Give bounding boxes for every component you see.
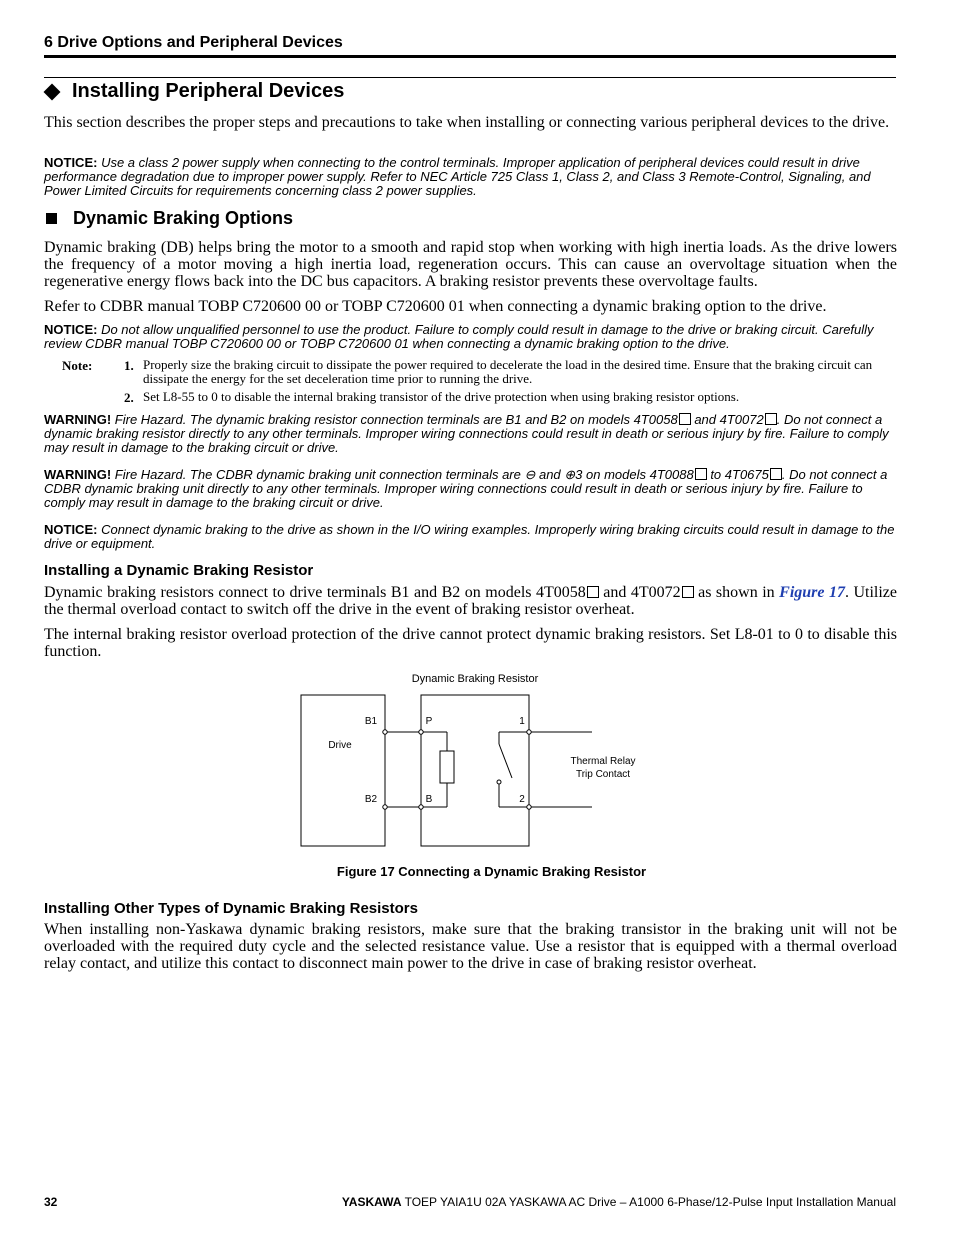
- warning-fire-resistor: [44, 413, 897, 455]
- header-rule: [44, 55, 896, 58]
- terminal-b1: [383, 730, 387, 734]
- thermal-contact-switch: [499, 744, 512, 778]
- notice-label: NOTICE:: [44, 522, 98, 537]
- model-suffix-box-icon: [682, 586, 694, 598]
- terminal-1-label: 1: [519, 716, 525, 727]
- footer-doc-title: [342, 1195, 896, 1209]
- terminal-b1-label: B1: [364, 716, 378, 727]
- drive-label: Drive: [328, 740, 352, 751]
- notice-text: Connect dynamic braking to the drive as shown in the I/O wiring examples. Improperly wiring braking circuits could result in damage to the drive or equipment.: [44, 522, 895, 551]
- model-suffix-box-icon: [679, 413, 691, 425]
- other-types-heading: Installing Other Types of Dynamic Braking Resistors: [44, 900, 418, 917]
- figure-17-link[interactable]: Figure 17: [779, 584, 845, 601]
- note-number: 2.: [124, 390, 134, 405]
- terminal-b: [419, 805, 423, 809]
- resistor-para-2: The internal braking resistor overload protection of the drive cannot protect dynamic braking resistors. Set L8-01 to 0 to disable this function.: [44, 626, 897, 660]
- model-suffix-box-icon: [765, 413, 777, 425]
- notice-text: Do not allow unqualified personnel to use the product. Failure to comply could result in damage to the drive or braking circuit. Carefully review CDBR manual TOBP C720600 00 or TOBP C720600 01 when connecting a dynamic braking option to the drive.: [44, 322, 874, 351]
- section-title: Installing Peripheral Devices: [72, 80, 345, 102]
- other-types-para: When installing non-Yaskawa dynamic braking resistors, make sure that the braking transistor in the braking unit will not be overloaded with the required duty cycle and the selected resistance value. Use a resistor that is equipped with a thermal overload relay contact, and utilize this contact to disconnect main power to the drive in case of braking resistor overheat.: [44, 921, 897, 972]
- thermal-relay-label: Thermal Relay: [570, 756, 636, 767]
- page-number: 32: [44, 1195, 58, 1209]
- model-suffix-box-icon: [770, 468, 782, 480]
- terminal-b2: [383, 805, 387, 809]
- trip-contact-label: Trip Contact: [575, 769, 631, 780]
- resistor-text: Dynamic braking resistors connect to drive terminals B1 and B2 on models 4T0058: [44, 584, 586, 601]
- notice-personnel: [44, 323, 897, 351]
- terminal-p-label: P: [425, 716, 433, 727]
- notice-label: NOTICE:: [44, 322, 98, 337]
- terminal-p: [419, 730, 423, 734]
- warning-fire-cdbr: [44, 468, 897, 510]
- resistor-element: [440, 751, 454, 783]
- model-suffix-box-icon: [695, 468, 707, 480]
- diagram-title-label: Dynamic Braking Resistor: [411, 673, 539, 685]
- footer-brand: YASKAWA: [341, 1195, 402, 1209]
- terminal-1: [527, 730, 531, 734]
- note-item: Properly size the braking circuit to dissipate the power required to decelerate the load in the desired time. Ensure that the braking circuit can dissipate the energy for the set deceleration time prior to running the drive.: [143, 357, 873, 386]
- warning-label: WARNING!: [44, 412, 112, 427]
- diamond-bullet-icon: [44, 83, 61, 100]
- footer-doc-text: TOEP YAIA1U 02A YASKAWA AC Drive – A1000 6-Phase/12-Pulse Input Installation Manual: [401, 1195, 896, 1209]
- warning-text: . Do not connect a dynamic braking resistor directly to any other terminals. Improper wiring connections could result in death or serious injury by fire. Failure to comply may result in damage to the braking circuit or drive.: [44, 412, 889, 455]
- terminal-2-label: 2: [519, 794, 525, 805]
- chapter-header: 6 Drive Options and Peripheral Devices: [44, 34, 343, 51]
- terminal-b2-label: B2: [364, 794, 378, 805]
- terminal-b-label: B: [425, 794, 433, 805]
- warning-text: and 4T0072: [690, 412, 764, 427]
- resistor-para-1: [44, 584, 897, 618]
- resistor-text: . Utilize the thermal overload contact to switch off the drive in the event of braking resistor overheat.: [44, 584, 898, 618]
- braking-para-1: Dynamic braking (DB) helps bring the motor to a smooth and rapid stop when working with high inertia loads. As the drive lowers the frequency of a motor moving a high inertia load, regeneration occurs. This can cause an overvoltage situation when the regenerative energy flows back into the DC bus capacitors. A braking resistor prevents these overvoltage faults.: [44, 239, 897, 290]
- warning-label: WARNING!: [44, 467, 112, 482]
- notice-label: NOTICE:: [44, 155, 98, 170]
- note-label: Note:: [62, 358, 93, 373]
- notice-text: Use a class 2 power supply when connecting to the control terminals. Improper application of peripheral devices could result in drive performance degradation due to improper power supply. Refer to NEC Article 725 Class 1, Class 2, and Class 3 Remote-Control, Signaling, and Power Limited Circuits for requirements concerning class 2 power supplies.: [44, 155, 871, 198]
- square-bullet-icon: [46, 213, 57, 224]
- resistor-unit-box: [421, 695, 529, 846]
- braking-para-2: Refer to CDBR manual TOBP C720600 00 or TOBP C720600 01 when connecting a dynamic braking option to the drive.: [44, 298, 827, 315]
- braking-resistor-diagram: [290, 665, 650, 855]
- warning-text: Fire Hazard. The CDBR dynamic braking unit connection terminals are ⊖ and ⊕3 on models 4T0088: [114, 467, 694, 482]
- subsection-heading: [44, 208, 293, 229]
- note-item: Set L8-55 to 0 to disable the internal braking transistor of the drive protection when using braking resistor options.: [143, 389, 740, 404]
- resistor-text: and 4T0072: [598, 584, 681, 601]
- section-heading: [44, 80, 344, 103]
- warning-text: Fire Hazard. The dynamic braking resistor connection terminals are B1 and B2 on models 4T0058: [114, 412, 678, 427]
- subsection-title: Dynamic Braking Options: [73, 208, 294, 228]
- notice-power-supply: [44, 156, 897, 198]
- section-rule: [44, 77, 896, 78]
- model-suffix-box-icon: [587, 586, 599, 598]
- resistor-text: as shown in: [693, 584, 780, 601]
- figure-caption: Figure 17 Connecting a Dynamic Braking Resistor: [336, 864, 647, 879]
- warning-text: to 4T0675: [706, 467, 769, 482]
- note-number: 1.: [124, 358, 134, 373]
- warning-text: . Do not connect a CDBR dynamic braking unit directly to any other terminals. Improper wiring connections could result in death or serious injury by fire. Failure to comply may result in damage to the braking circuit or drive.: [44, 467, 888, 510]
- terminal-2: [527, 805, 531, 809]
- resistor-heading: Installing a Dynamic Braking Resistor: [44, 562, 314, 579]
- notice-wiring: [44, 523, 897, 551]
- section-intro: This section describes the proper steps and precautions to take when installing or connecting various peripheral devices to the drive.: [44, 114, 890, 131]
